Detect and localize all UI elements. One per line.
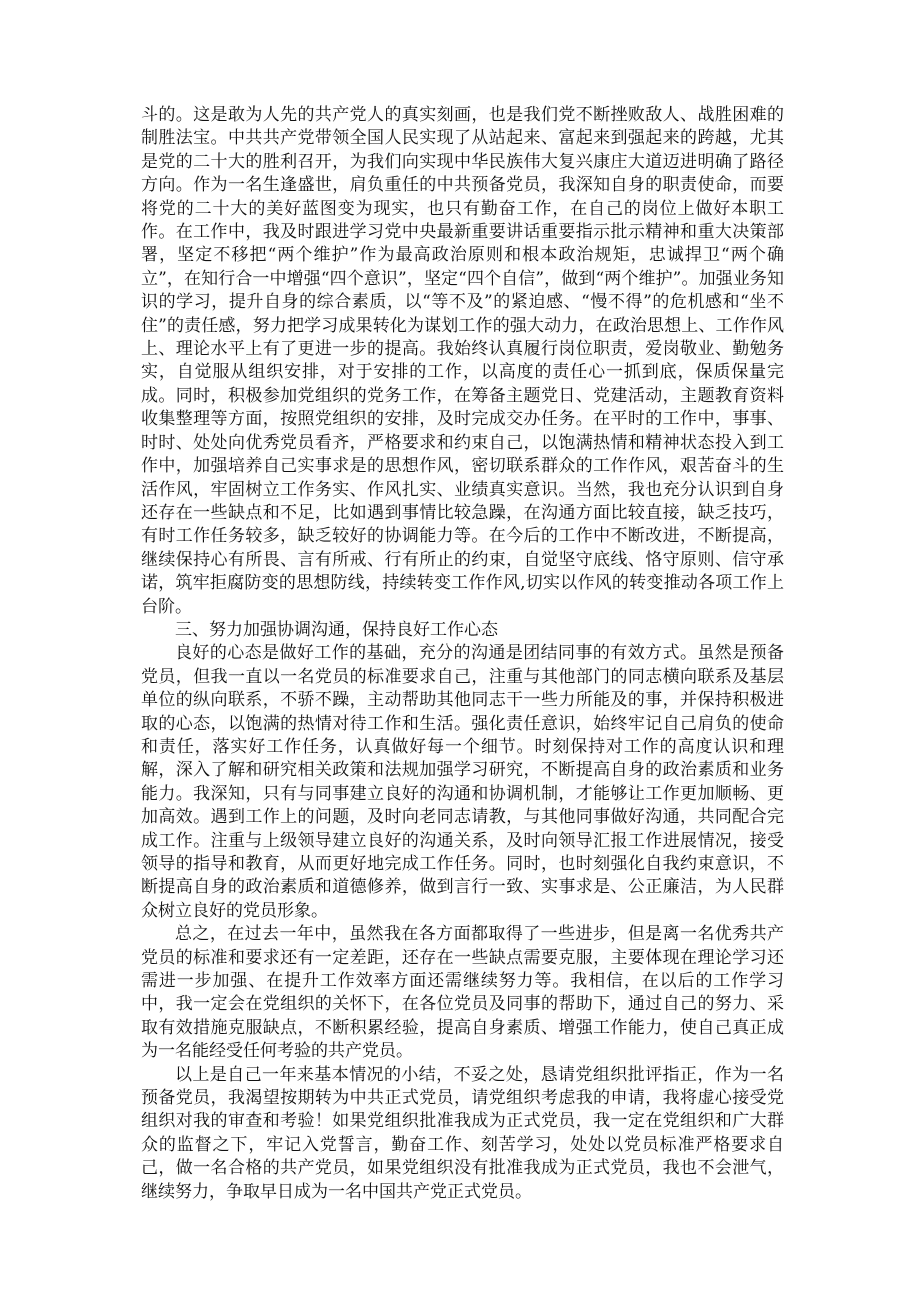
paragraph-summary: 总之，在过去一年中，虽然我在各方面都取得了一些进步，但是离一名优秀共产党员的标准和要求还有一定差距，还存在一些缺点需要克服，主要体现在理论学习还需进一步加强、在提升工作效率方面还需继续努力等。我相信，在以后的工作学习中，我一定会在党组织的关怀下，在各位党员及同事的帮助下，通过自己的努力、采取有效措施克服缺点，不断积累经验，提高自身素质、增强工作能力，使自己真正成为一名能经受任何考验的共产党员。 <box>141 924 784 1062</box>
document-body <box>141 104 784 1204</box>
paragraph-communication: 良好的心态是做好工作的基础，充分的沟通是团结同事的有效方式。虽然是预备党员，但我一直以一名党员的标准要求自己，注重与其他部门的同志横向联系及基层单位的纵向联系，不骄不躁，主动帮助其他同志干一些力所能及的事，并保持积极进取的心态，以饱满的热情对待工作和生活。强化责任意识，始终牢记自己肩负的使命和责任，落实好工作任务，认真做好每一个细节。时刻保持对工作的高度认识和理解，深入了解和研究相关政策和法规加强学习研究，不断提高自身的政治素质和业务能力。我深知，只有与同事建立良好的沟通和协调机制，才能够让工作更加顺畅、更加高效。遇到工作上的问题，及时向老同志请教，与其他同事做好沟通，共同配合完成工作。注重与上级领导建立良好的沟通关系，及时向领导汇报工作进展情况，接受领导的指导和教育，从而更好地完成工作任务。同时，也时刻强化自我约束意识，不断提高自身的政治素质和道德修养，做到言行一致、实事求是、公正廉洁，为人民群众树立良好的党员形象。 <box>141 643 784 921</box>
paragraph-closing: 以上是自己一年来基本情况的小结，不妥之处，恳请党组织批评指正，作为一名预备党员，我渴望按期转为中共正式党员，请党组织考虑我的申请，我将虚心接受党组织对我的审查和考验！如果党组织批准我成为正式党员，我一定在党组织和广大群众的监督之下，牢记入党誓言，勤奋工作、刻苦学习，处处以党员标准严格要求自己，做一名合格的共产党员，如果党组织没有批准我成为正式党员，我也不会泄气，继续努力，争取早日成为一名中国共产党正式党员。 <box>141 1064 784 1202</box>
section-heading-3: 三、努力加强协调沟通，保持良好工作心态 <box>175 619 498 640</box>
paragraph-continuation: 斗的。这是敢为人先的共产党人的真实刻画，也是我们党不断挫败敌人、战胜困难的制胜法宝。中共共产党带领全国人民实现了从站起来、富起来到强起来的跨越，尤其是党的二十大的胜利召开，为我们向实现中华民族伟大复兴康庄大道迈进明确了路径方向。作为一名生逢盛世，肩负重任的中共预备党员，我深知自身的职责使命，而要将党的二十大的美好蓝图变为现实，也只有勤奋工作，在自己的岗位上做好本职工作。在工作中，我及时跟进学习党中央最新重要讲话重要指示批示精神和重大决策部署，坚定不移把“两个维护”作为最高政治原则和根本政治规矩，忠诚捍卫“两个确立”，在知行合一中增强“四个意识”，坚定“四个自信”，做到“两个维护”。加强业务知识的学习，提升自身的综合素质，以“等不及”的紧迫感、“慢不得”的危机感和“坐不住”的责任感，努力把学习成果转化为谋划工作的强大动力，在政治思想上、工作作风上、理论水平上有了更进一步的提高。我始终认真履行岗位职责，爱岗敬业、勤勉务实，自觉服从组织安排，对于安排的工作，以高度的责任心一抓到底，保质保量完成。同时，积极参加党组织的党务工作，在筹备主题党日、党建活动，主题教育资料收集整理等方面，按照党组织的安排，及时完成交办任务。在平时的工作中，事事、时时、处处向优秀党员看齐，严格要求和约束自己，以饱满热情和精神状态投入到工作中，加强培养自己实事求是的思想作风，密切联系群众的工作作风，艰苦奋斗的生活作风，牢固树立工作务实、作风扎实、业绩真实意识。当然，我也充分认识到自身还存在一些缺点和不足，比如遇到事情比较急躁，在沟通方面比较直接，缺乏技巧，有时工作任务较多，缺乏较好的协调能力等。在今后的工作中不断改进，不断提高，继续保持心有所畏、言有所戒、行有所止的约束，自觉坚守底线、恪守原则、信守承诺，筑牢拒腐防变的思想防线，持续转变工作作风,切实以作风的转变推动各项工作上台阶。 <box>141 105 784 617</box>
